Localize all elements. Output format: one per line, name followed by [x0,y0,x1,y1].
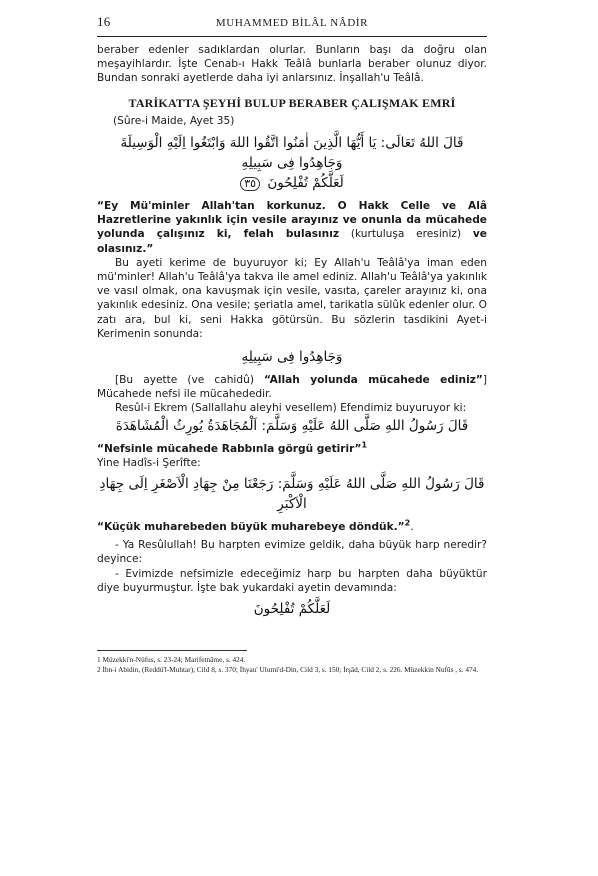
explanation-paragraph: Bu ayeti kerime de buyuruyor ki; Ey Allah'u Teâlâ'ya iman eden mü'minler! Allah'u Teâlâ'ya takva ile amel ediniz. Allah'u Teâlâ'ya yakınlık ve vasıl olmak, ona kavuşmak için vesile, vasıta, çareler arayınız ki, ona yakınlık edesiniz. Ona vesile; şeriatla amel, tarikatla sülûk edenler olur. O zatı ara, bul ki, seni Hakka götürsün. Bu sözlerin tasdikini Ayet-i Kerimenin sonunda: [97,256,487,340]
translation-plain-part: (kurtuluşa eresiniz) [339,228,473,241]
arabic-hadith-2: قَالَ رَسُولُ اللهِ صَلَّى اللهُ عَلَيْهِ وَسَلَّمَ: رَجَعْنَا مِنْ جِهَادِ الْاَصْغَرِ اِلَى جِهَادِ الْاَكْبَرِ [99,476,485,513]
footnote-ref-1[interactable]: 1 [361,440,368,450]
verse-source: (Sûre-i Maide, Ayet 35) [113,114,235,127]
book-page [97,14,487,619]
footnote-1: 1 Müzekki'n-Nüfus, s. 23-24; Marifetnâme, s. 424. [97,655,246,664]
page-header: 16 MUHAMMED BİLÂL NÂDİR [97,14,487,37]
running-title: MUHAMMED BİLÂL NÂDİR [215,17,369,29]
footnotes [97,655,489,674]
verse-translation [97,199,487,256]
arabic-hadith-1: قَالَ رَسُولُ اللهِ صَلَّى اللهُ عَلَيْهِ وَسَلَّمَ: اَلْمُجَاهَدَةُ يُورِثُ الْمُشَاهَدَةَ [115,417,469,434]
arabic-jahidu: وَجَاهِدُوا فِى سَبِيلِهِ [241,349,343,366]
arabic-tuflihun: لَعَلَّكُمْ تُفْلِحُونَ [253,601,331,618]
hadith-2-translation-line [97,520,487,534]
bracket-note [97,373,487,401]
ayah-number-marker: ٣٥ [240,177,260,191]
footnote-2: 2 İbn-i Abidin, (Reddü'l-Muhtar), Cild 8, s. 370; İhyau' Ulumi'd-Din, Cild 3, s. 150; İrşâd, Cild 2, s. 226. Müzekkin Nufûs , s. 474. [97,664,479,674]
intro-paragraph: beraber edenler sadıklardan olurlar. Bunların başı da doğru olan meşayihlardır. İşte Cenab-ı Hakk Teâlâ bunlarla beraber olunuz diyor. Bundan sonraki ayetlerde daha iyi anlarsınız. İnşallah'u Teâlâ. [97,44,487,85]
section-title: TARİKATTA ŞEYHİ BULUP BERABER ÇALIŞMAK EMRİ [128,95,456,110]
page-body [97,43,487,619]
arabic-verse-line-2 [97,173,487,193]
hadith-1-translation-line [97,442,487,456]
footnote-separator [97,650,247,651]
translation-bold-part-1: “Ey Mü'minler Allah'tan korkunuz. O Hakk Celle ve Alâ Hazretlerine yakınlık için vesile arayınız ve onunla da mücahede yolunda çalışınız ki, felah bulasınız [97,200,487,241]
bracket-note-bold: “Allah yolunda mücahede ediniz” [264,374,483,387]
arabic-verse-line-1: قَالَ اللهُ تَعَالَى: يَا أَيُّهَا الَّذِينَ اٰمَنُوا اتَّقُوا اللهَ وَابْتَغُوا اِلَيْهِ الْوَسِيلَةَ وَجَاهِدُوا فِى سَبِيلِهِ [120,135,464,172]
bracket-note-end: ] Mücahede nefsi ile mücahededir. [97,374,487,401]
hadis-intro: Yine Hadîs-i Şerîfte: [97,456,201,469]
bracket-note-plain: [Bu ayette (ve cahidû) [115,374,265,387]
hadith-1-translation: “Nefsinle mücahede Rabbınla görgü getirir” [97,442,362,455]
dialogue-question: - Ya Resûlullah! Bu harpten evimize geldik, daha büyük harp neredir? deyince: [97,539,487,566]
resul-intro: Resûl-i Ekrem (Sallallahu aleyhi vesellem) Efendimiz buyuruyor ki: [115,402,467,415]
arabic-verse-ending: لَعَلَّكُمْ تُفْلِحُونَ [267,175,344,192]
translation-bold-part-2: ve olasınız.” [97,228,487,255]
hadith-2-translation: “Küçük muharebeden büyük muharebeye döndük.” [97,521,405,534]
hadith-2-end: . [410,521,414,534]
footnote-ref-2[interactable]: 2 [404,518,411,528]
dialogue-answer: - Evimizde nefsimizle edeceğimiz harp bu harpten daha büyüktür diye buyurmuştur. İşte bak yukardaki ayetin devamında: [97,567,487,594]
